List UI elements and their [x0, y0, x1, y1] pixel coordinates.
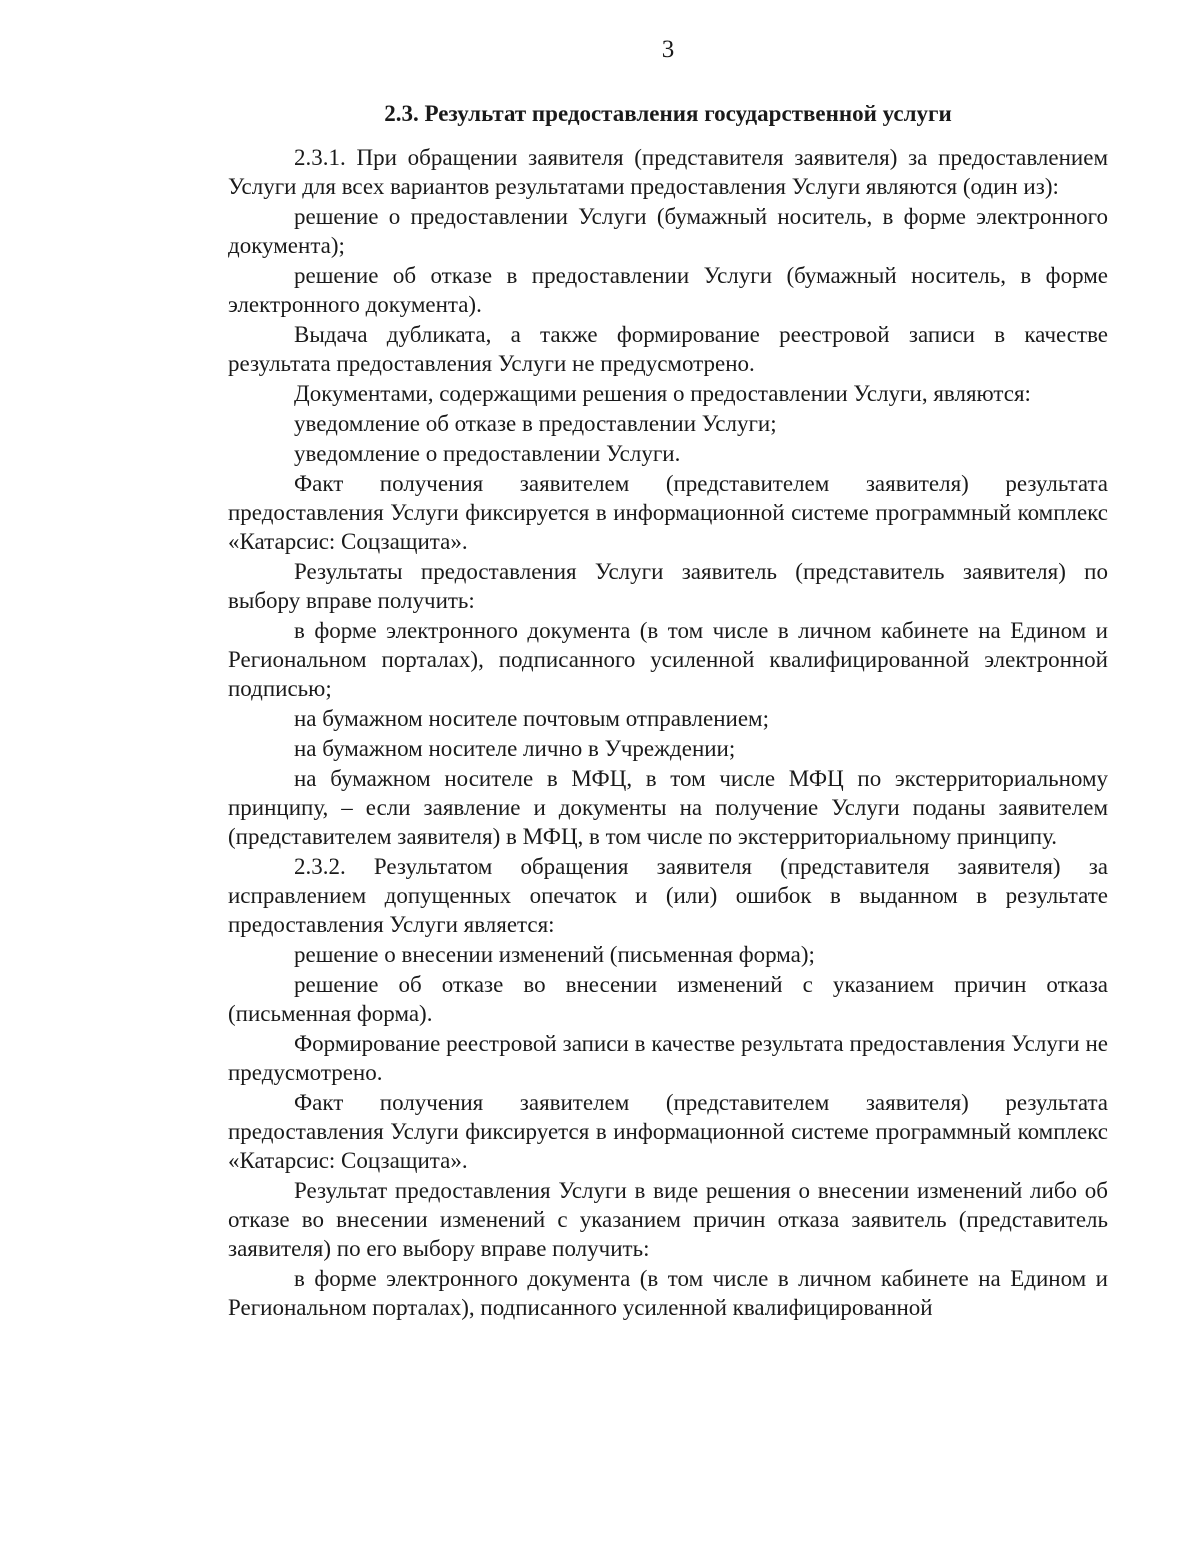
paragraph: в форме электронного документа (в том числе в личном кабинете на Едином и Региональном порталах), подписанного усиленной квалифицированной	[228, 1266, 1108, 1320]
paragraph: Формирование реестровой записи в качестве результата предоставления Услуги не предусмотрено.	[228, 1031, 1108, 1085]
paragraph: Факт получения заявителем (представителем заявителя) результата предоставления Услуги фиксируется в информационной системе программный комплекс «Катарсис: Соцзащита».	[228, 471, 1108, 554]
document-body	[228, 143, 1108, 1322]
paragraph: уведомление об отказе в предоставлении Услуги;	[294, 411, 777, 436]
paragraph: в форме электронного документа (в том числе в личном кабинете на Едином и Региональном порталах), подписанного усиленной квалифицированной электронной подписью;	[228, 618, 1108, 701]
paragraph: на бумажном носителе в МФЦ, в том числе МФЦ по экстерриториальному принципу, – если заявление и документы на получение Услуги поданы заявителем (представителем заявителя) в МФЦ, в том числе по экстерриториальному принципу.	[228, 766, 1108, 849]
page-number: 3	[661, 36, 675, 63]
document-page	[228, 30, 1108, 1323]
paragraph: Факт получения заявителем (представителем заявителя) результата предоставления Услуги фиксируется в информационной системе программный комплекс «Катарсис: Соцзащита».	[228, 1090, 1108, 1173]
paragraph: Результат предоставления Услуги в виде решения о внесении изменений либо об отказе во внесении изменений с указанием причин отказа заявитель (представитель заявителя) по его выбору вправе получить:	[228, 1178, 1108, 1261]
paragraph: решение об отказе во внесении изменений с указанием причин отказа (письменная форма).	[228, 972, 1108, 1026]
paragraph: на бумажном носителе лично в Учреждении;	[294, 736, 736, 761]
paragraph: Результаты предоставления Услуги заявитель (представитель заявителя) по выбору вправе получить:	[228, 559, 1108, 613]
paragraph: уведомление о предоставлении Услуги.	[294, 441, 681, 466]
paragraph: решение об отказе в предоставлении Услуги (бумажный носитель, в форме электронного документа).	[228, 263, 1108, 317]
paragraph: решение о предоставлении Услуги (бумажный носитель, в форме электронного документа);	[228, 204, 1108, 258]
paragraph: 2.3.1. При обращении заявителя (представителя заявителя) за предоставлением Услуги для всех вариантов результатами предоставления Услуги являются (один из):	[228, 145, 1108, 199]
paragraph: 2.3.2. Результатом обращения заявителя (представителя заявителя) за исправлением допущенных опечаток и (или) ошибок в выданном в результате предоставления Услуги является:	[228, 854, 1108, 937]
paragraph: решение о внесении изменений (письменная форма);	[294, 942, 815, 967]
paragraph: Документами, содержащими решения о предоставлении Услуги, являются:	[294, 381, 1031, 406]
section-title: 2.3. Результат предоставления государственной услуги	[384, 101, 952, 126]
paragraph: на бумажном носителе почтовым отправлением;	[294, 706, 769, 731]
paragraph: Выдача дубликата, а также формирование реестровой записи в качестве результата предоставления Услуги не предусмотрено.	[228, 322, 1108, 376]
